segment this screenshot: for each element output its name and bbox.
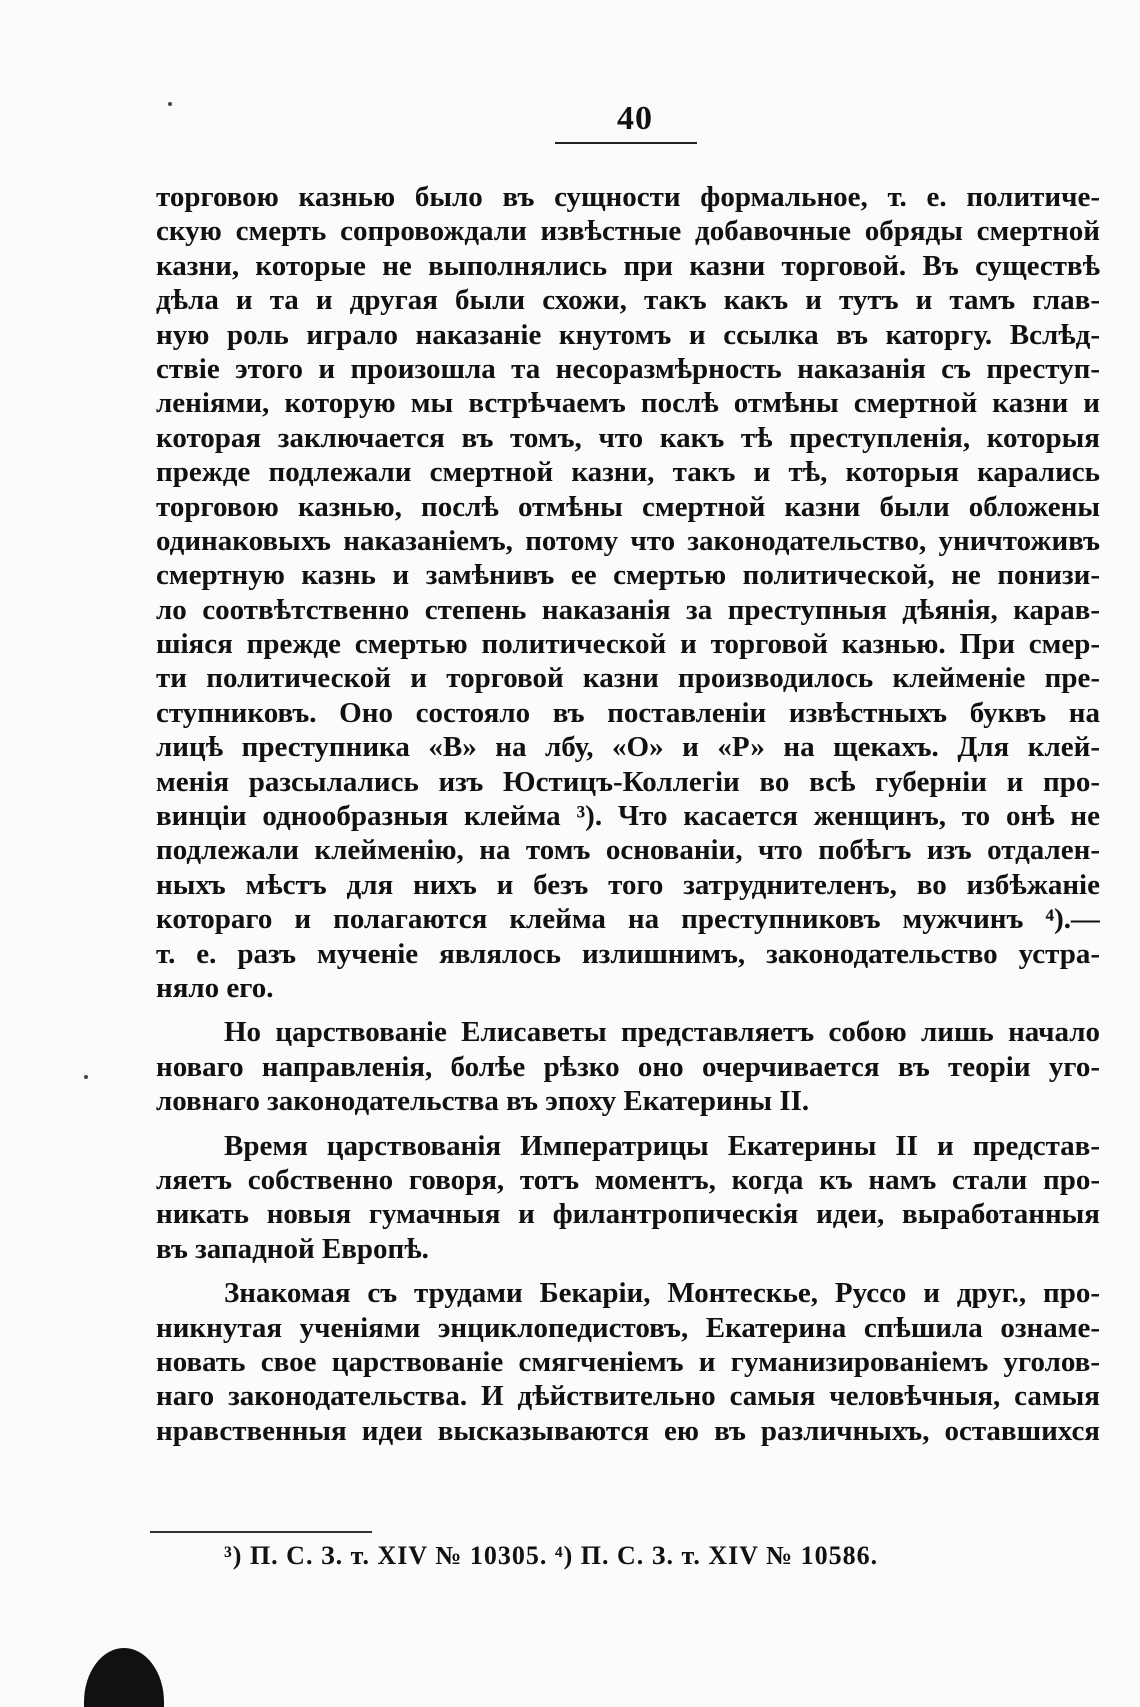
text-line: ступниковъ. Оно состояло въ поставленіи извѣстныхъ буквъ на bbox=[156, 696, 1100, 729]
text-line: ствіе этого и произошла та несоразмѣрность наказанія съ преступ- bbox=[156, 352, 1100, 385]
page-number: 40 bbox=[617, 100, 653, 137]
text-line: подлежали клейменію, на томъ основаніи, что побѣгъ изъ отдален- bbox=[156, 834, 1100, 867]
text-line: въ западной Европѣ. bbox=[156, 1232, 429, 1265]
text-line: ляетъ собственно говоря, тотъ моментъ, когда къ намъ стали про- bbox=[156, 1163, 1100, 1196]
footnote: ³) П. С. З. т. XIV № 10305. ⁴) П. С. З. т. XIV № 10586. bbox=[224, 1541, 879, 1570]
text-line: котораго и полагаются клейма на преступниковъ мужчинъ ⁴).— bbox=[156, 903, 1100, 936]
text-line: которая заключается въ томъ, что какъ тѣ преступленія, которыя bbox=[156, 421, 1100, 454]
print-speck bbox=[168, 102, 172, 106]
text-line: Время царствованія Императрицы Екатерины II и представ- bbox=[224, 1129, 1100, 1162]
text-line: новать свое царствованіе смягченіемъ и гуманизированіемъ уголов- bbox=[156, 1345, 1100, 1378]
text-line: лицѣ преступника «В» на лбу, «О» и «Р» на щекахъ. Для клей- bbox=[156, 731, 1100, 764]
text-line: ную роль играло наказаніе кнутомъ и ссылка въ каторгу. Вслѣд- bbox=[156, 318, 1100, 351]
text-line: ловнаго законодательства въ эпоху Екатерины II. bbox=[156, 1085, 810, 1118]
text-line: новаго направленія, болѣе рѣзко оно очерчивается въ теоріи уго- bbox=[156, 1050, 1100, 1083]
text-line: торговою казнью было въ сущности формальное, т. е. политиче- bbox=[156, 181, 1100, 213]
text-line: менія разсылались изъ Юстицъ-Коллегіи во всѣ губерніи и про- bbox=[156, 765, 1100, 798]
text-line: прежде подлежали смертной казни, такъ и тѣ, которыя карались bbox=[156, 456, 1100, 489]
text-line: никать новыя гумачныя и филантропическія идеи, выработанныя bbox=[156, 1198, 1100, 1231]
text-line: леніями, которую мы встрѣчаемъ послѣ отмѣны смертной казни и bbox=[156, 387, 1100, 420]
text-line: скую смерть сопровождали извѣстные добавочные обряды смертной bbox=[156, 215, 1100, 248]
footnote-rule bbox=[150, 1531, 372, 1533]
text-line: дѣла и та и другая были схожи, такъ какъ и тутъ и тамъ глав- bbox=[156, 284, 1100, 317]
paragraph-gap bbox=[156, 1119, 1100, 1129]
text-line: Знакомая съ трудами Бекаріи, Монтескье, Руссо и друг., про- bbox=[224, 1277, 1100, 1310]
page-number-rule bbox=[555, 142, 697, 144]
text-line: ти политической и торговой казни производилось клейменіе пре- bbox=[156, 662, 1100, 695]
text-line: никнутая ученіями энциклопедистовъ, Екатерина спѣшила ознаме- bbox=[156, 1311, 1100, 1344]
paragraph-gap bbox=[156, 1005, 1100, 1015]
print-speck bbox=[84, 1075, 88, 1079]
body-text bbox=[156, 180, 1100, 1448]
text-line: нравственныя идеи высказываются ею въ различныхъ, оставшихся bbox=[156, 1414, 1100, 1447]
text-line: шіяся прежде смертью политической и торговой казнью. При смер- bbox=[156, 628, 1100, 661]
text-line: Но царствованіе Елисаветы представляетъ собою лишь начало bbox=[224, 1016, 1100, 1049]
text-line: т. е. разъ мученіе являлось излишнимъ, законодательство устра- bbox=[156, 937, 1100, 970]
text-line: казни, которые не выполнялись при казни торговой. Въ существѣ bbox=[156, 249, 1100, 282]
text-line: торговою казнью, послѣ отмѣны смертной казни были обложены bbox=[156, 490, 1100, 523]
text-line: ло соотвѣтственно степень наказанія за преступныя дѣянія, карав- bbox=[156, 593, 1100, 626]
text-line: смертную казнь и замѣнивъ ее смертью политической, не понизи- bbox=[156, 559, 1100, 592]
text-line: одинаковыхъ наказаніемъ, потому что законодательство, уничтоживъ bbox=[156, 524, 1100, 557]
ink-blot bbox=[84, 1648, 164, 1707]
text-line: винціи однообразныя клейма ³). Что касается женщинъ, то онѣ не bbox=[156, 800, 1100, 833]
text-line: наго законодательства. И дѣйствительно самыя человѣчныя, самыя bbox=[156, 1380, 1100, 1413]
paragraph-gap bbox=[156, 1266, 1100, 1276]
text-line: няло его. bbox=[156, 971, 274, 1004]
text-line: ныхъ мѣстъ для нихъ и безъ того затруднителенъ, во избѣжаніе bbox=[156, 868, 1100, 901]
